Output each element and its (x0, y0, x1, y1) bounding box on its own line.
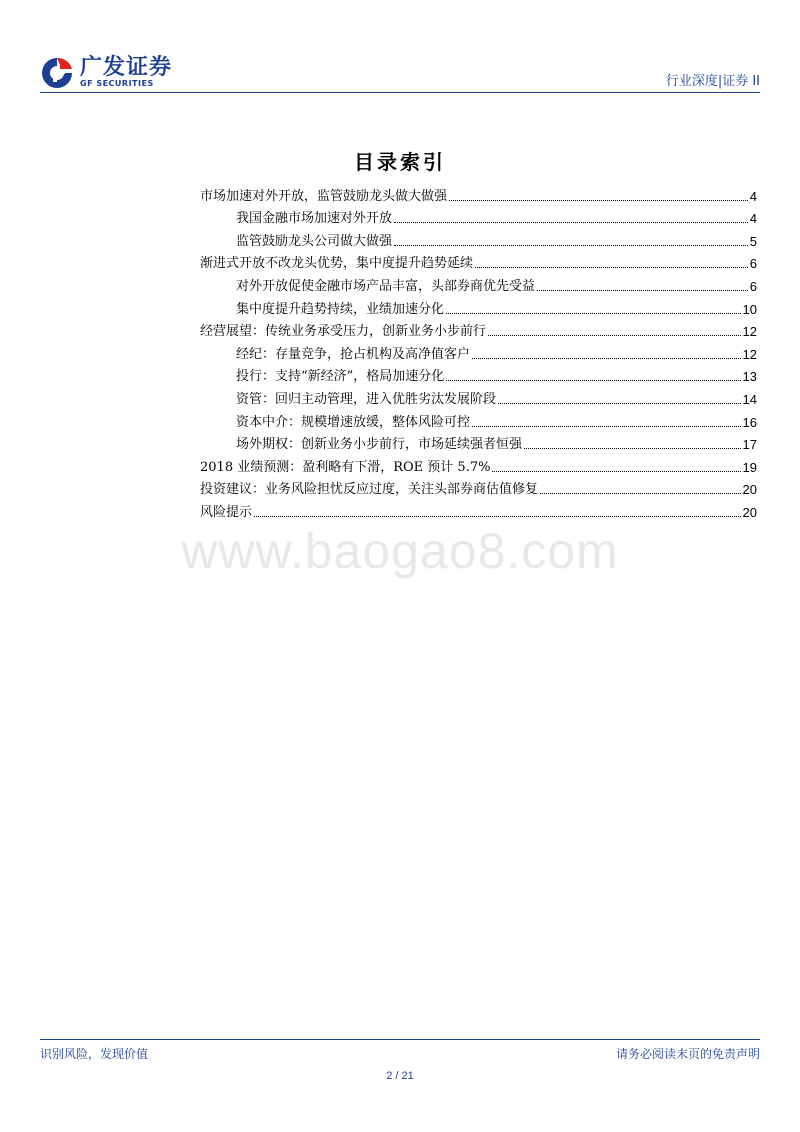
toc-entry[interactable] (200, 408, 757, 431)
toc-entry-title: 我国金融市场加速对外开放 (236, 211, 393, 227)
toc-dot-leader (472, 358, 741, 359)
toc-entry-title: 风险提示 (200, 504, 253, 520)
toc-entry-title: 渐进式开放不改龙头优势，集中度提升趋势延续 (200, 256, 474, 272)
toc-entry[interactable] (200, 431, 757, 454)
toc-entry-title: 对外开放促使金融市场产品丰富，头部券商优先受益 (236, 278, 536, 294)
page-header (40, 52, 760, 92)
toc-entry-page: 5 (749, 233, 757, 249)
toc-entry-page: 12 (742, 346, 757, 362)
toc-dot-leader (540, 493, 741, 494)
toc-dot-leader (488, 335, 741, 336)
footer-slogan: 识别风险，发现价值 (40, 1047, 149, 1061)
toc-entry-title: 经纪：存量竞争，抢占机构及高净值客户 (236, 346, 471, 362)
toc-dot-leader (524, 448, 741, 449)
toc-entry-page: 20 (742, 504, 757, 520)
toc-entry-title: 监管鼓励龙头公司做大做强 (236, 233, 393, 249)
toc-entry[interactable] (200, 295, 757, 318)
header-divider (40, 92, 760, 93)
toc-entry[interactable] (200, 205, 757, 228)
toc-entry[interactable] (200, 250, 757, 273)
toc-entry[interactable] (200, 318, 757, 341)
toc-entry-page: 4 (749, 211, 757, 227)
toc-dot-leader (254, 516, 741, 517)
toc-entry-page: 17 (742, 437, 757, 453)
gf-logo-icon (40, 56, 74, 90)
toc-dot-leader (475, 267, 748, 268)
toc-entry-title: 资本中介：规模增速放缓，整体风险可控 (236, 414, 471, 430)
report-category: 行业深度|证券 II (665, 74, 760, 89)
gf-securities-logo (40, 56, 172, 90)
toc-entry-page: 20 (742, 482, 757, 498)
toc-entry[interactable] (200, 272, 757, 295)
toc-dot-leader (394, 222, 748, 223)
toc-dot-leader (498, 403, 741, 404)
toc-entry-page: 10 (742, 301, 757, 317)
toc-entry-title: 场外期权：创新业务小步前行，市场延续强者恒强 (236, 437, 523, 453)
footer-disclaimer-note: 请务必阅读末页的免责声明 (615, 1047, 760, 1061)
toc-entry-title: 经营展望：传统业务承受压力，创新业务小步前行 (200, 324, 487, 340)
logo-en-text: GF SECURITIES (80, 79, 154, 88)
toc-entry-title: 2018 业绩预测：盈利略有下滑，ROE 预计 5.7% (200, 459, 491, 475)
toc-dot-leader (394, 245, 748, 246)
toc-entry-page: 14 (742, 391, 757, 407)
footer-divider (40, 1039, 760, 1040)
toc-entry-page: 16 (742, 414, 757, 430)
toc-entry-page: 12 (742, 324, 757, 340)
toc-dot-leader (492, 471, 740, 472)
toc-dot-leader (472, 426, 741, 427)
toc-entry[interactable] (200, 476, 757, 499)
watermark: www.baogao8.com (181, 523, 619, 579)
toc-entry[interactable] (200, 385, 757, 408)
toc-entry[interactable] (200, 340, 757, 363)
toc-entry-title: 集中度提升趋势持续，业绩加速分化 (236, 301, 445, 317)
toc-entry[interactable] (200, 363, 757, 386)
toc-entry[interactable] (200, 227, 757, 250)
toc-entry-page: 6 (749, 278, 757, 294)
toc-entry-title: 投行：支持“新经济”，格局加速分化 (236, 369, 445, 385)
toc-entry[interactable] (200, 182, 757, 205)
toc-dot-leader (446, 313, 741, 314)
logo-cn-text: 广发证券 (80, 55, 173, 80)
page-number: 2 / 21 (386, 1070, 414, 1082)
toc-entry-page: 13 (742, 369, 757, 385)
toc-entry-title: 市场加速对外开放，监管鼓励龙头做大做强 (200, 188, 448, 204)
toc-entry-page: 6 (749, 256, 757, 272)
table-of-contents (200, 182, 757, 521)
toc-dot-leader (537, 290, 748, 291)
toc-entry[interactable] (200, 498, 757, 521)
toc-entry-title: 资管：回归主动管理，进入优胜劣汰发展阶段 (236, 391, 497, 407)
toc-dot-leader (446, 380, 740, 381)
toc-title: 目录索引 (354, 150, 446, 174)
toc-entry[interactable] (200, 453, 757, 476)
toc-dot-leader (449, 200, 748, 201)
toc-entry-page: 4 (749, 188, 757, 204)
toc-entry-title: 投资建议：业务风险担忧反应过度，关注头部券商估值修复 (200, 482, 539, 498)
toc-entry-page: 19 (742, 459, 757, 475)
